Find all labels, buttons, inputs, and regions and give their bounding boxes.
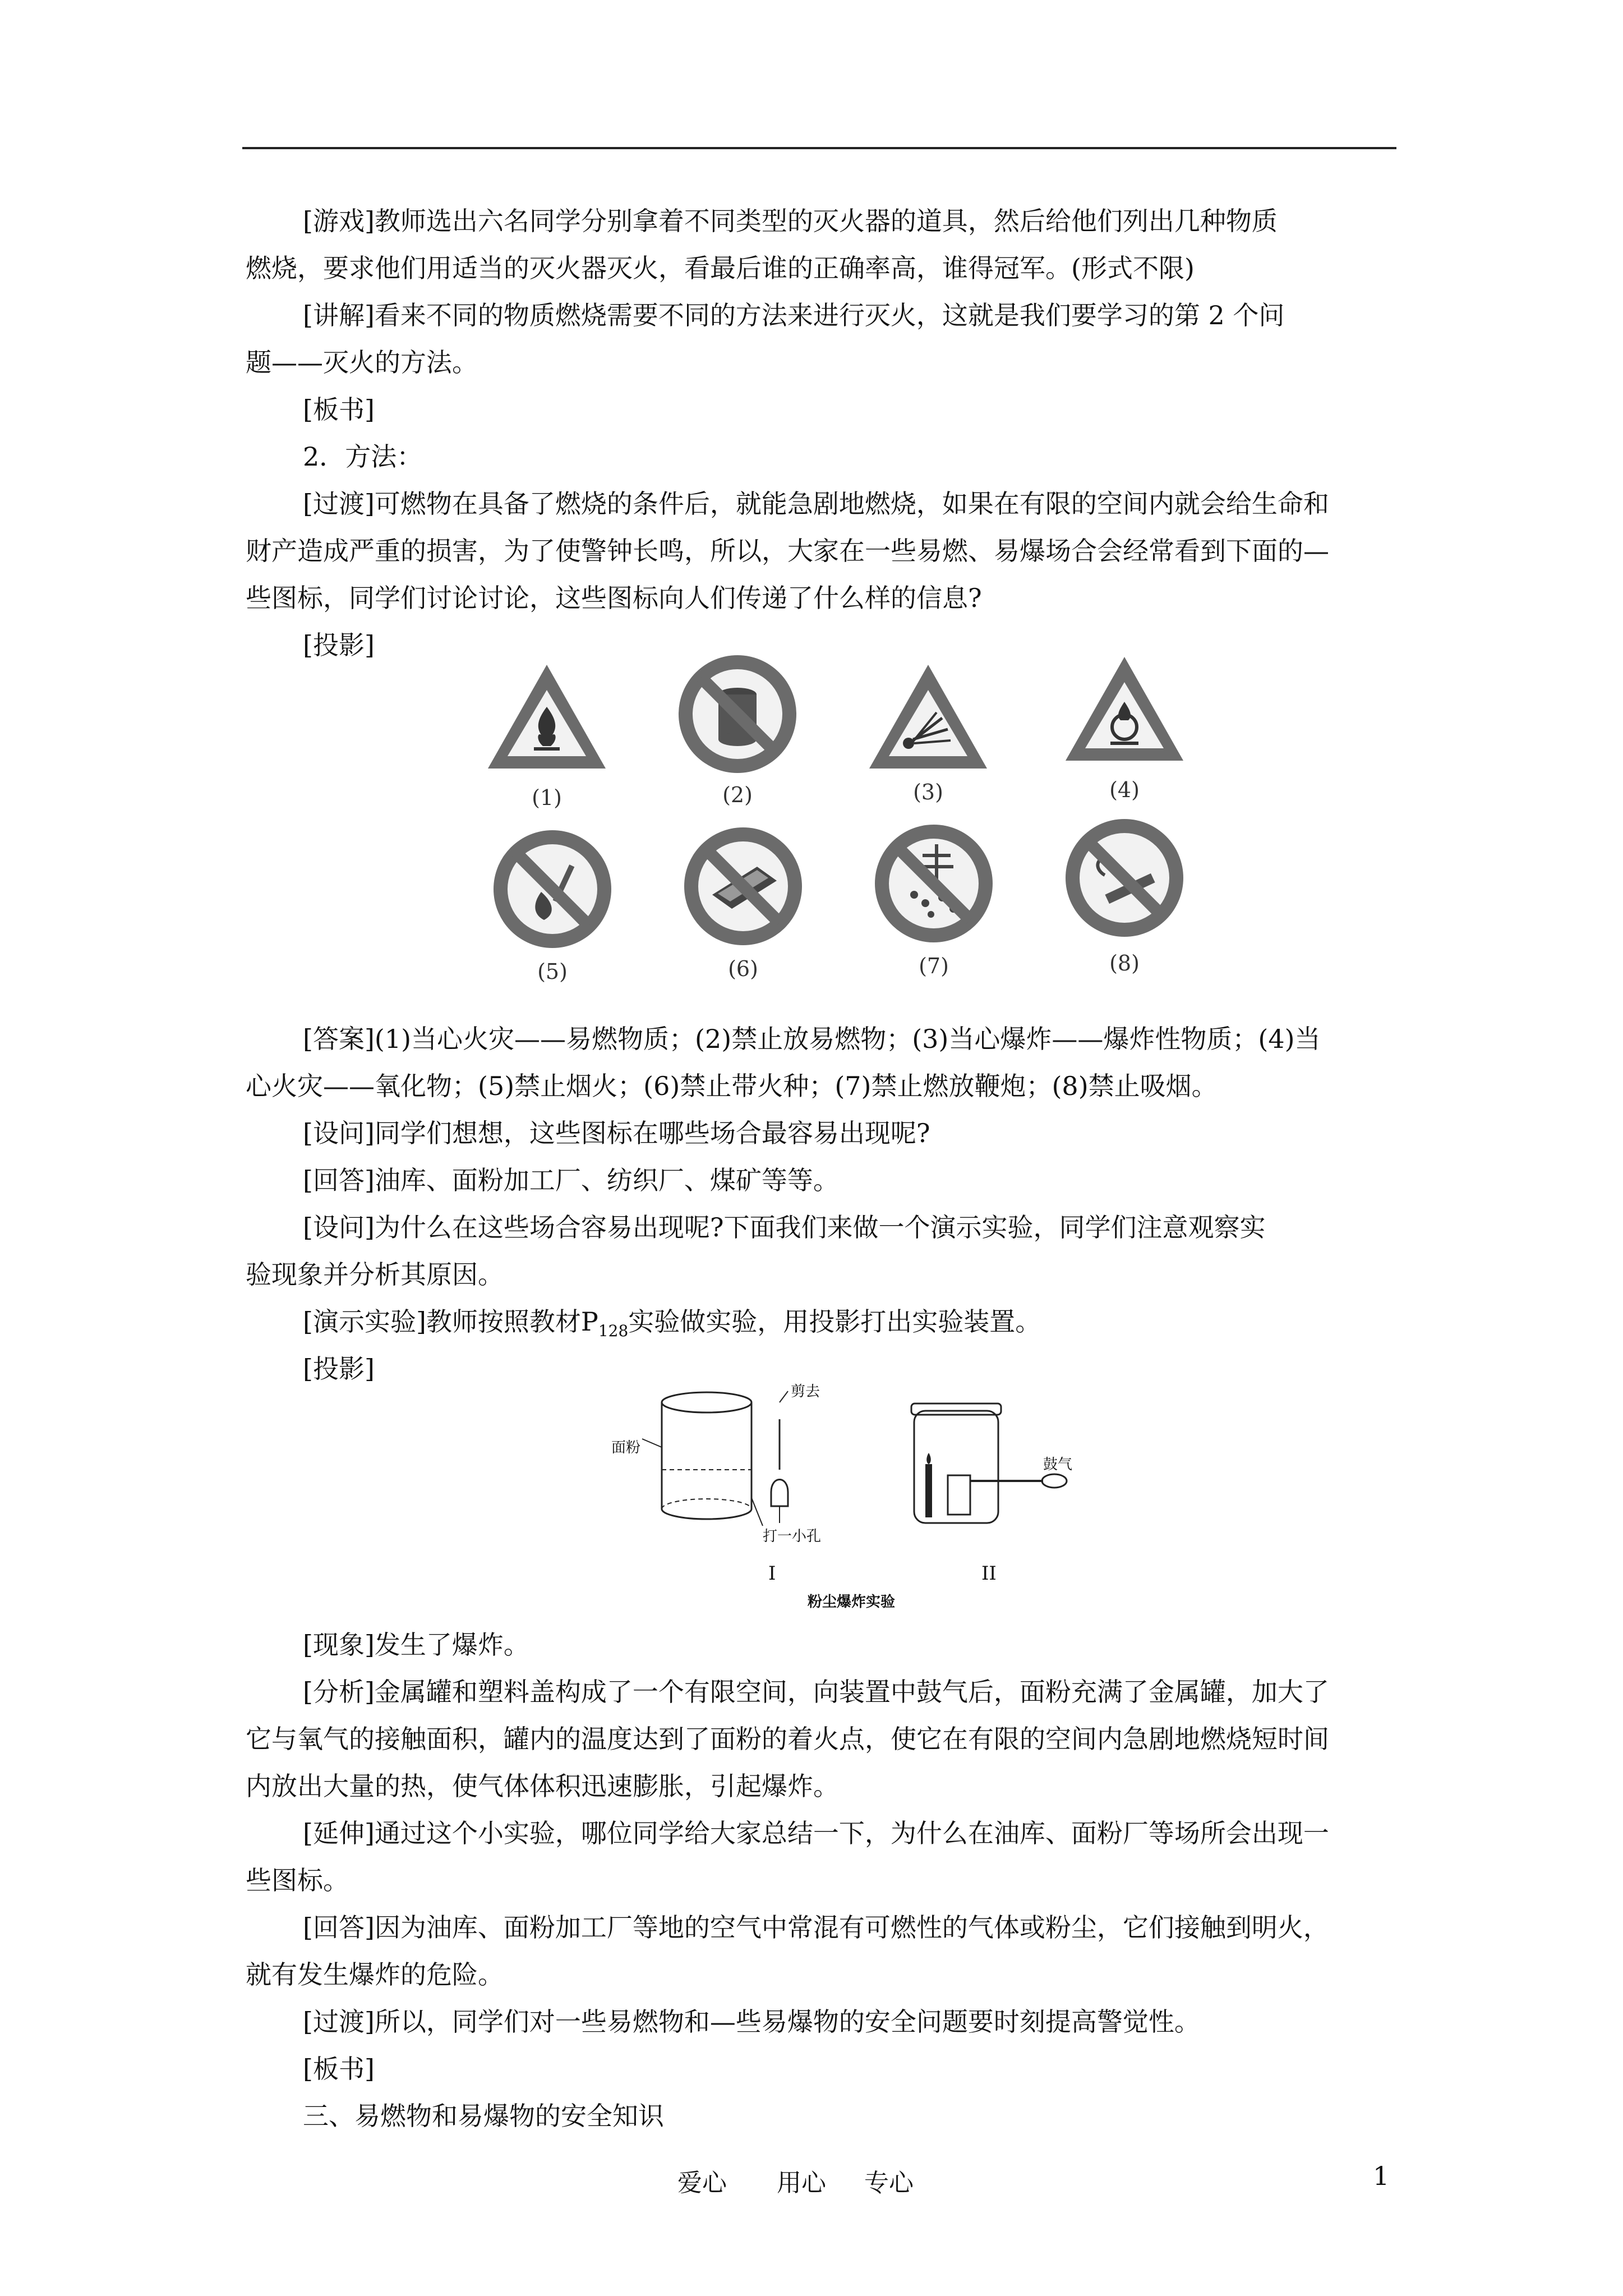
footer-text-1: 爱心 (677, 2169, 727, 2197)
paragraph-transition: [过渡]可燃物在具备了燃烧的条件后，就能急剧地燃烧，如果在有限的空间内就会给生命和 (303, 489, 1329, 519)
board-heading: [板书] (303, 394, 375, 425)
paragraph-transition-2: [过渡]所以，同学们对一些易燃物和—些易爆物的安全问题要时刻提高警觉性。 (303, 2007, 1200, 2037)
label-flour: 面粉 (611, 1439, 641, 1456)
sign-label-6: (6) (728, 956, 758, 981)
no-smoking-icon (1060, 813, 1189, 942)
paragraph-question-2-cont: 验现象并分析其原因。 (246, 1259, 504, 1290)
label-hole: 打一小孔 (763, 1528, 822, 1545)
page-subscript: 128 (598, 1322, 629, 1340)
footer-text-2: 用心 (777, 2169, 826, 2197)
paragraph-explain-cont: 题——灭火的方法。 (246, 347, 478, 378)
demo-text-b: 实验做实验，用投影打出实验装置。 (628, 1306, 1041, 1337)
sign-label-1: (1) (532, 785, 562, 810)
apparatus-drawing (611, 1380, 1105, 1616)
page-number: 1 (1373, 2161, 1390, 2191)
diagram-caption: 粉尘爆炸实验 (808, 1594, 896, 1611)
paragraph-explain: [讲解]看来不同的物质燃烧需要不同的方法来进行灭火，这就是我们要学习的第 2 个问 (303, 300, 1285, 330)
paragraph-reply-1: [回答]油库、面粉加工厂、纺织厂、煤矿等等。 (303, 1165, 839, 1195)
no-fireworks-icon (869, 819, 998, 948)
paragraph-phenomenon: [现象]发生了爆炸。 (303, 1630, 529, 1660)
board-heading-2: [板书] (303, 2054, 375, 2084)
sign-label-8: (8) (1109, 951, 1140, 976)
paragraph-question-1: [设问]同学们想想，这些图标在哪些场合最容易出现呢? (303, 1118, 930, 1148)
projection-heading-2: [投影] (303, 1354, 375, 1384)
footer-text-3: 专心 (864, 2169, 914, 2197)
safety-signs-figure (471, 645, 1211, 993)
projection-heading: [投影] (303, 630, 375, 660)
oxidizer-warning-icon (1060, 648, 1189, 777)
paragraph-reply-2: [回答]因为油库、面粉加工厂等地的空气中常混有可燃性的气体或粉尘，它们接触到明火， (303, 1912, 1329, 1943)
flammable-warning-icon (482, 656, 611, 785)
section-safety-knowledge: 三、易燃物和易爆物的安全知识 (303, 2101, 664, 2131)
paragraph-transition-cont: 财产造成严重的损害，为了使警钟长鸣，所以，大家在一些易燃、易爆场合会经常看到下面的— (246, 536, 1329, 566)
sign-label-4: (4) (1109, 777, 1140, 802)
paragraph-extension-cont: 些图标。 (246, 1865, 349, 1895)
paragraph-analysis-cont: 它与氧气的接触面积，罐内的温度达到了面粉的着火点，使它在有限的空间内急剧地燃烧短时间 (246, 1724, 1329, 1754)
paragraph-question-2: [设问]为什么在这些场合容易出现呢?下面我们来做一个演示实验，同学们注意观察实 (303, 1212, 1266, 1243)
sign-label-3: (3) (913, 780, 943, 804)
paragraph-answer-cont: 心火灾——氧化物；(5)禁止烟火；(6)禁止带火种；(7)禁止燃放鞭炮；(8)禁止吸烟。 (246, 1071, 1218, 1101)
label-blow: 鼓气 (1043, 1456, 1073, 1473)
sign-label-2: (2) (722, 783, 753, 807)
paragraph-analysis-cont2: 内放出大量的热，使气体体积迅速膨胀，引起爆炸。 (246, 1771, 839, 1801)
paragraph-game-cont: 燃烧，要求他们用适当的灭火器灭火，看最后谁的正确率高，谁得冠军。(形式不限) (246, 253, 1195, 283)
no-open-flame-icon (488, 825, 617, 954)
explosive-warning-icon (864, 656, 993, 785)
paragraph-answer: [答案](1)当心火灾——易燃物质；(2)禁止放易燃物；(3)当心爆炸——爆炸性物质；(4)当 (303, 1024, 1321, 1054)
section-methods: 2．方法： (303, 441, 423, 472)
label-apparatus-2: II (981, 1562, 997, 1585)
paragraph-demo (303, 1298, 1041, 1355)
paragraph-extension: [延伸]通过这个小实验，哪位同学给大家总结一下，为什么在油库、面粉厂等场所会出现一 (303, 1818, 1329, 1848)
paragraph-analysis: [分析]金属罐和塑料盖构成了一个有限空间，向装置中鼓气后，面粉充满了金属罐，加大了 (303, 1677, 1329, 1707)
paragraph-game: [游戏]教师选出六名同学分别拿着不同类型的灭火器的道具，然后给他们列出几种物质 (303, 206, 1278, 236)
paragraph-reply-2-cont: 就有发生爆炸的危险。 (246, 1959, 504, 1990)
sign-label-5: (5) (537, 959, 568, 984)
label-apparatus-1: I (768, 1562, 776, 1585)
demo-text-a: [演示实验]教师按照教材P (303, 1306, 598, 1337)
no-flammables-icon (673, 650, 802, 779)
paragraph-transition-cont2: 些图标，同学们讨论讨论，这些图标向人们传递了什么样的信息? (246, 583, 982, 613)
sign-label-7: (7) (919, 954, 949, 978)
dust-explosion-diagram (611, 1380, 1105, 1616)
label-cut: 剪去 (791, 1383, 820, 1400)
header-rule (242, 147, 1396, 149)
no-matches-icon (679, 822, 808, 951)
